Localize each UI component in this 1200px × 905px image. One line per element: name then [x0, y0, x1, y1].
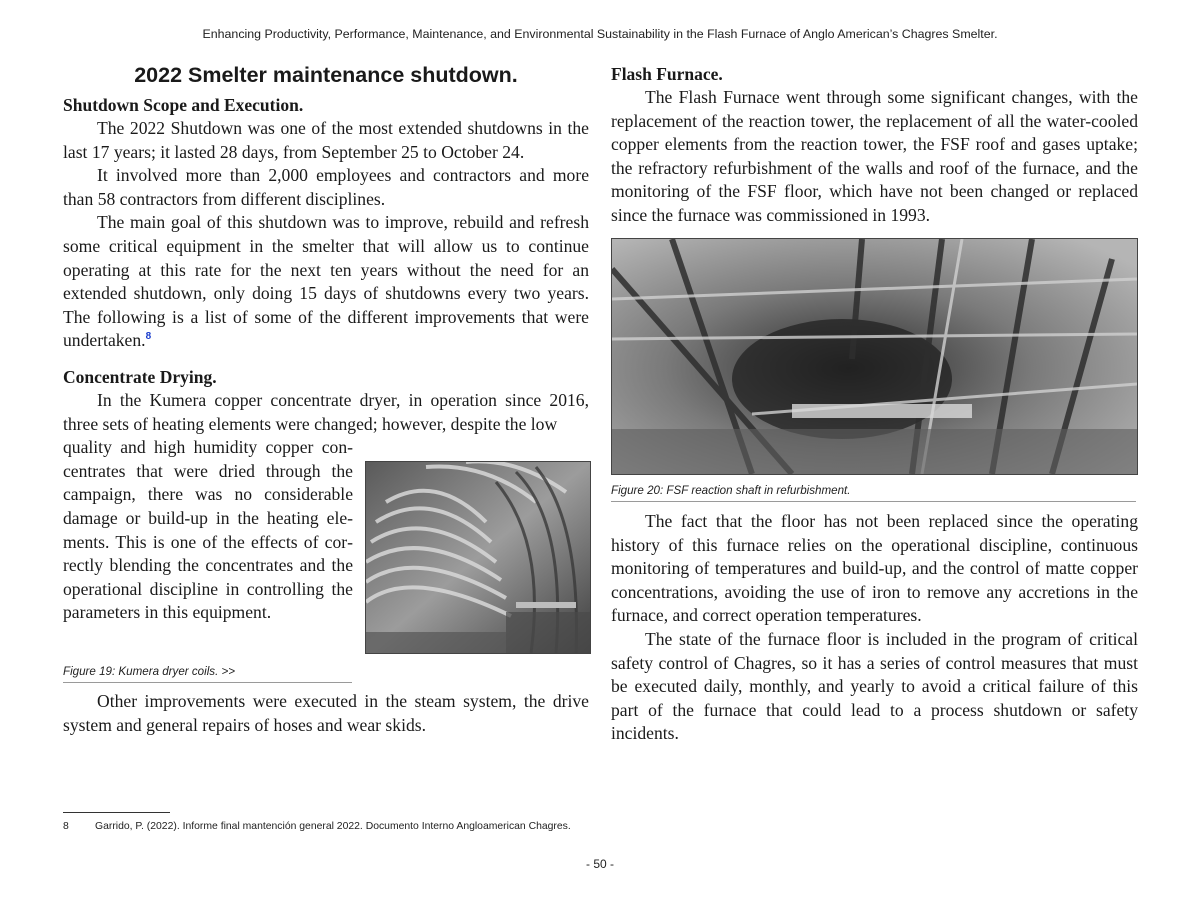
scope-paragraph-3-text: The main goal of this shutdown was to improve, rebuild and refresh some critical equipment in the smelter that will allow us to continue operating at this rate for the next ten years without the need for an extended shutdown, only doing 15 days of shutdowns every two years. The following is a list of some of the different improvements that were undertaken.	[63, 212, 589, 351]
scope-paragraph-2: It involved more than 2,000 employees and contractors and more than 58 contractors from different disciplines.	[63, 165, 589, 209]
drying-paragraph-intro: In the Kumera copper concentrate dryer, in operation since 2016, three sets of heating elements were changed; however, despite the low	[63, 389, 589, 434]
figure-19-photo	[365, 461, 591, 654]
footnote	[63, 820, 571, 833]
right-column	[611, 62, 1138, 228]
fsf-reaction-shaft-image	[612, 239, 1137, 474]
scope-paragraph-1: The 2022 Shutdown was one of the most extended shutdowns in the last 17 years; it lasted 28 days, from September 25 to October 24.	[63, 118, 589, 162]
figure-20-photo	[611, 238, 1138, 475]
scope-heading: Shutdown Scope and Execution.	[63, 95, 304, 115]
flash-paragraph-2: The fact that the floor has not been replaced since the operating history of this furnace relies on the operational discipline, continuous monitoring of temperatures and build-up, and the control of matte copper concentrations, avoiding the use of iron to remove any accretions in the furnace, and correct operation temperatures.	[611, 511, 1138, 626]
footnote-reference[interactable]: 8	[145, 331, 152, 343]
flash-furnace-heading: Flash Furnace.	[611, 64, 723, 84]
footnote-rule	[63, 812, 170, 813]
drying-heading: Concentrate Drying.	[63, 366, 217, 387]
figure-19-caption: Figure 19: Kumera dryer coils. >>	[63, 665, 352, 683]
footnote-text: Garrido, P. (2022). Informe final mantención general 2022. Documento Interno Angloamerican Chagres.	[95, 821, 571, 832]
running-header: Enhancing Productivity, Performance, Maintenance, and Environmental Sustainability in the Flash Furnace of Anglo American’s Chagres Smelter.	[202, 27, 998, 41]
section-title: 2022 Smelter maintenance shutdown.	[134, 63, 518, 87]
flash-paragraph-3: The state of the furnace floor is included in the program of critical safety control of Chagres, so it has a series of control measures that must be executed daily, monthly, and yearly to avoid a critical failure of this part of the furnace that could lead to a process shutdown or safety incidents.	[611, 628, 1138, 744]
drying-paragraph-wrap: quality and high humidity copper concentrates that were dried through the campaign, there was no considerable damage or build-up in the heating elements. This is one of the effects of correctly blending the concentrates and the operational discipline in controlling the parameters in this equipment.	[63, 437, 353, 623]
left-column-bottom	[63, 690, 589, 737]
footnote-number: 8	[63, 821, 69, 832]
kumera-dryer-coils-image	[366, 462, 590, 653]
other-improvements-paragraph: Other improvements were executed in the steam system, the drive system and general repairs of hoses and wear skids.	[63, 691, 589, 735]
scope-paragraph-3	[63, 211, 589, 353]
figure-20-caption: Figure 20: FSF reaction shaft in refurbishment.	[611, 484, 1136, 502]
flash-paragraph-1: The Flash Furnace went through some significant changes, with the replacement of the reaction tower, the replacement of all the water-cooled copper elements from the reaction tower, the FSF roof and gases uptake; the refractory refurbishment of the walls and roof of the furnace, and the monitoring of the FSF floor, which have not been changed or replaced since the furnace was commissioned in 1993.	[611, 87, 1138, 225]
right-column-bottom	[611, 510, 1138, 746]
page-number: - 50 -	[585, 857, 614, 871]
